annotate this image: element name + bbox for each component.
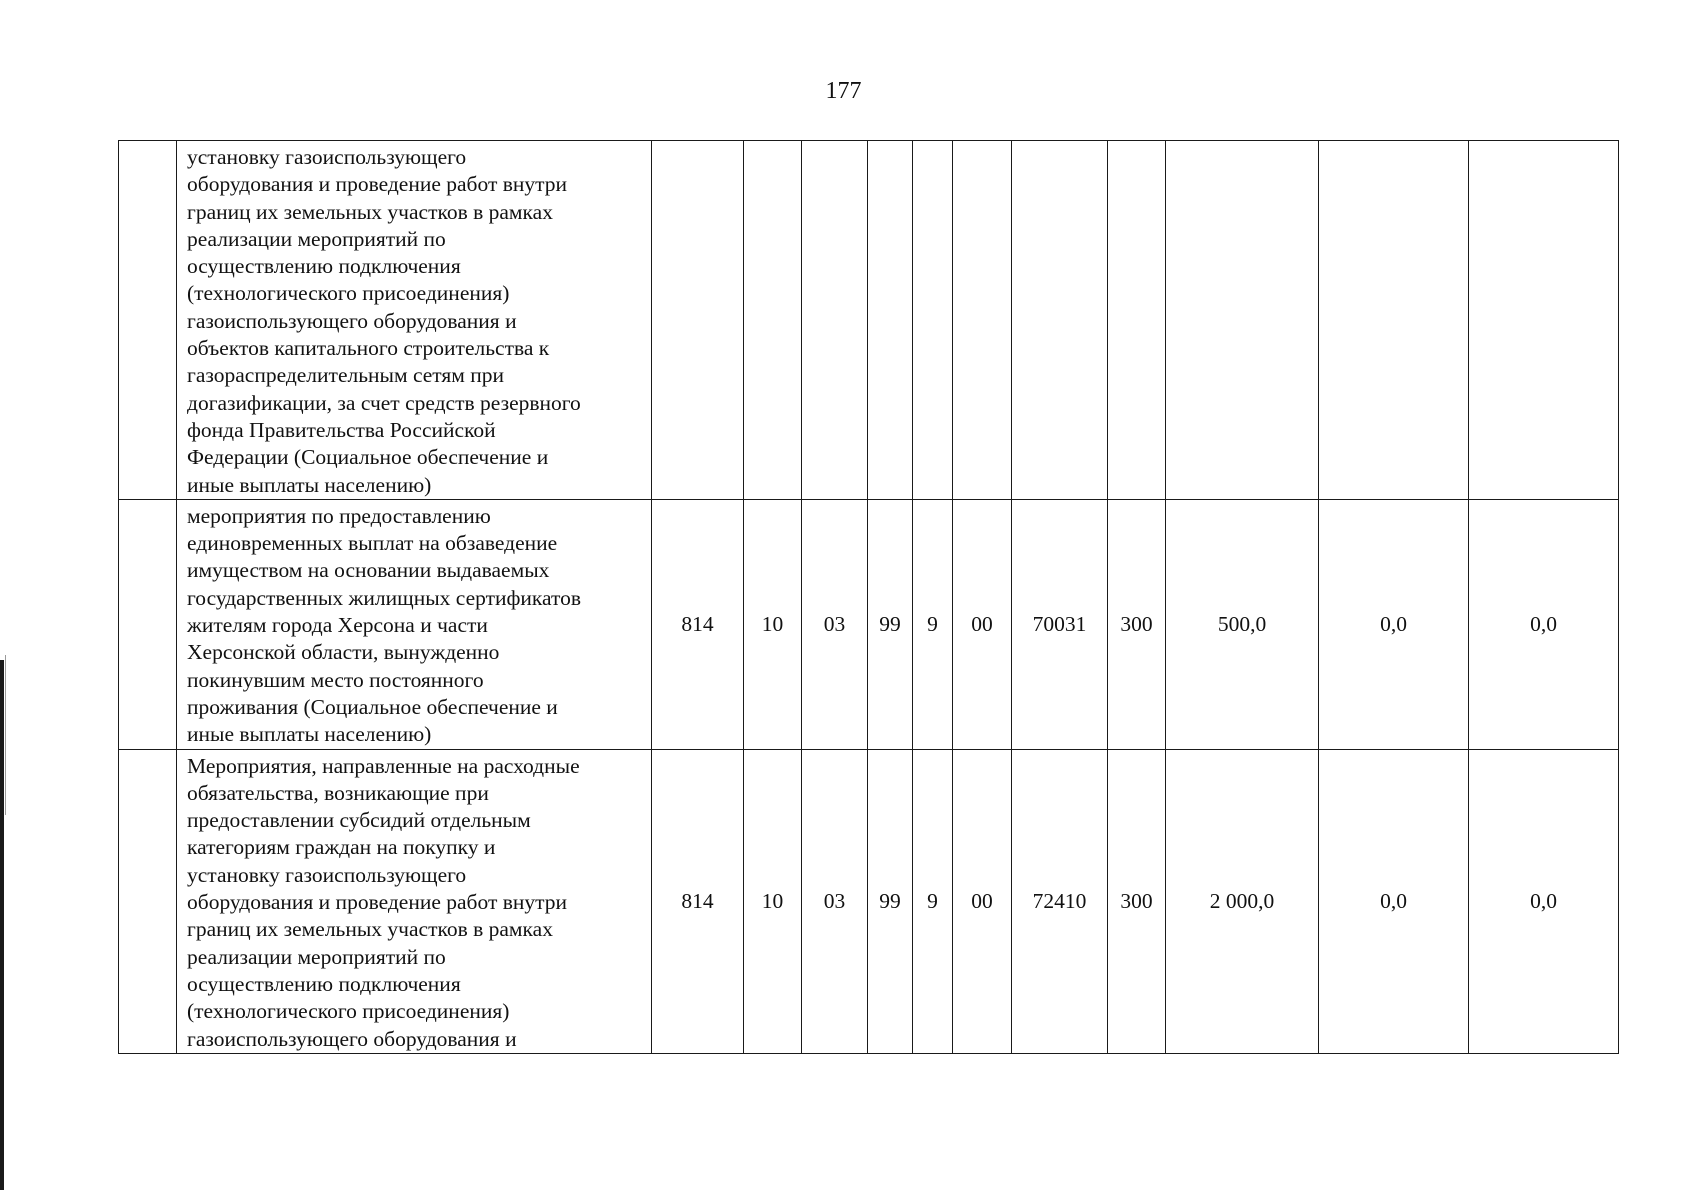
amount-year-1-cell: 2 000,0 [1166,749,1319,1053]
subprogram-code-cell: 9 [913,499,953,749]
table-row [119,141,1619,500]
section-code-cell [744,141,802,500]
section-code-cell: 10 [744,749,802,1053]
amount-year-3-cell: 0,0 [1469,499,1619,749]
row-number-cell [119,749,177,1053]
amount-year-3-cell: 0,0 [1469,749,1619,1053]
subsection-code-cell [802,141,868,500]
amount-year-1-cell: 500,0 [1166,499,1319,749]
subsection-code-cell: 03 [802,499,868,749]
amount-year-2-cell: 0,0 [1319,749,1469,1053]
table-row [119,499,1619,749]
page-number: 177 [825,78,862,104]
main-event-code-cell: 00 [953,749,1012,1053]
section-code-cell: 10 [744,499,802,749]
ministry-code-cell: 814 [652,499,744,749]
scan-edge-mark [0,660,4,1190]
subprogram-code-cell: 9 [913,749,953,1053]
amount-year-1-cell [1166,141,1319,500]
budget-table [118,140,1619,1054]
subprogram-code-cell [913,141,953,500]
table-row [119,749,1619,1053]
direction-code-cell: 70031 [1012,499,1108,749]
main-event-code-cell [953,141,1012,500]
program-code-cell: 99 [868,749,913,1053]
expense-type-cell: 300 [1108,499,1166,749]
subsection-code-cell: 03 [802,749,868,1053]
expense-type-cell [1108,141,1166,500]
row-number-cell [119,499,177,749]
ministry-code-cell [652,141,744,500]
main-event-code-cell: 00 [953,499,1012,749]
amount-year-3-cell [1469,141,1619,500]
row-number-cell [119,141,177,500]
program-code-cell [868,141,913,500]
amount-year-2-cell: 0,0 [1319,499,1469,749]
description-cell: Мероприятия, направленные на расходные обязательства, возникающие при предоставлении субсидий отдельным категориям граждан на покупку и установку газоиспользующего оборудования и проведение работ внутри границ их земельных участков в рамках реализации мероприятий по осуществлению подключения (технологического присоединения) газоиспользующего оборудования и [177,749,652,1053]
direction-code-cell: 72410 [1012,749,1108,1053]
scan-edge-line [5,655,6,815]
ministry-code-cell: 814 [652,749,744,1053]
expense-type-cell: 300 [1108,749,1166,1053]
description-cell: установку газоиспользующего оборудования и проведение работ внутри границ их земельных участков в рамках реализации мероприятий по осуществлению подключения (технологического присоединения) газоиспользующего оборудования и объектов капитального строительства к газораспределительным сетям при догазификации, за счет средств резервного фонда Правительства Российской Федерации (Социальное обеспечение и иные выплаты населению) [177,141,652,500]
program-code-cell: 99 [868,499,913,749]
direction-code-cell [1012,141,1108,500]
amount-year-2-cell [1319,141,1469,500]
description-cell: мероприятия по предоставлению единовременных выплат на обзаведение имуществом на основании выдаваемых государственных жилищных сертификатов жителям города Херсона и части Херсонской области, вынужденно покинувшим место постоянного проживания (Социальное обеспечение и иные выплаты населению) [177,499,652,749]
